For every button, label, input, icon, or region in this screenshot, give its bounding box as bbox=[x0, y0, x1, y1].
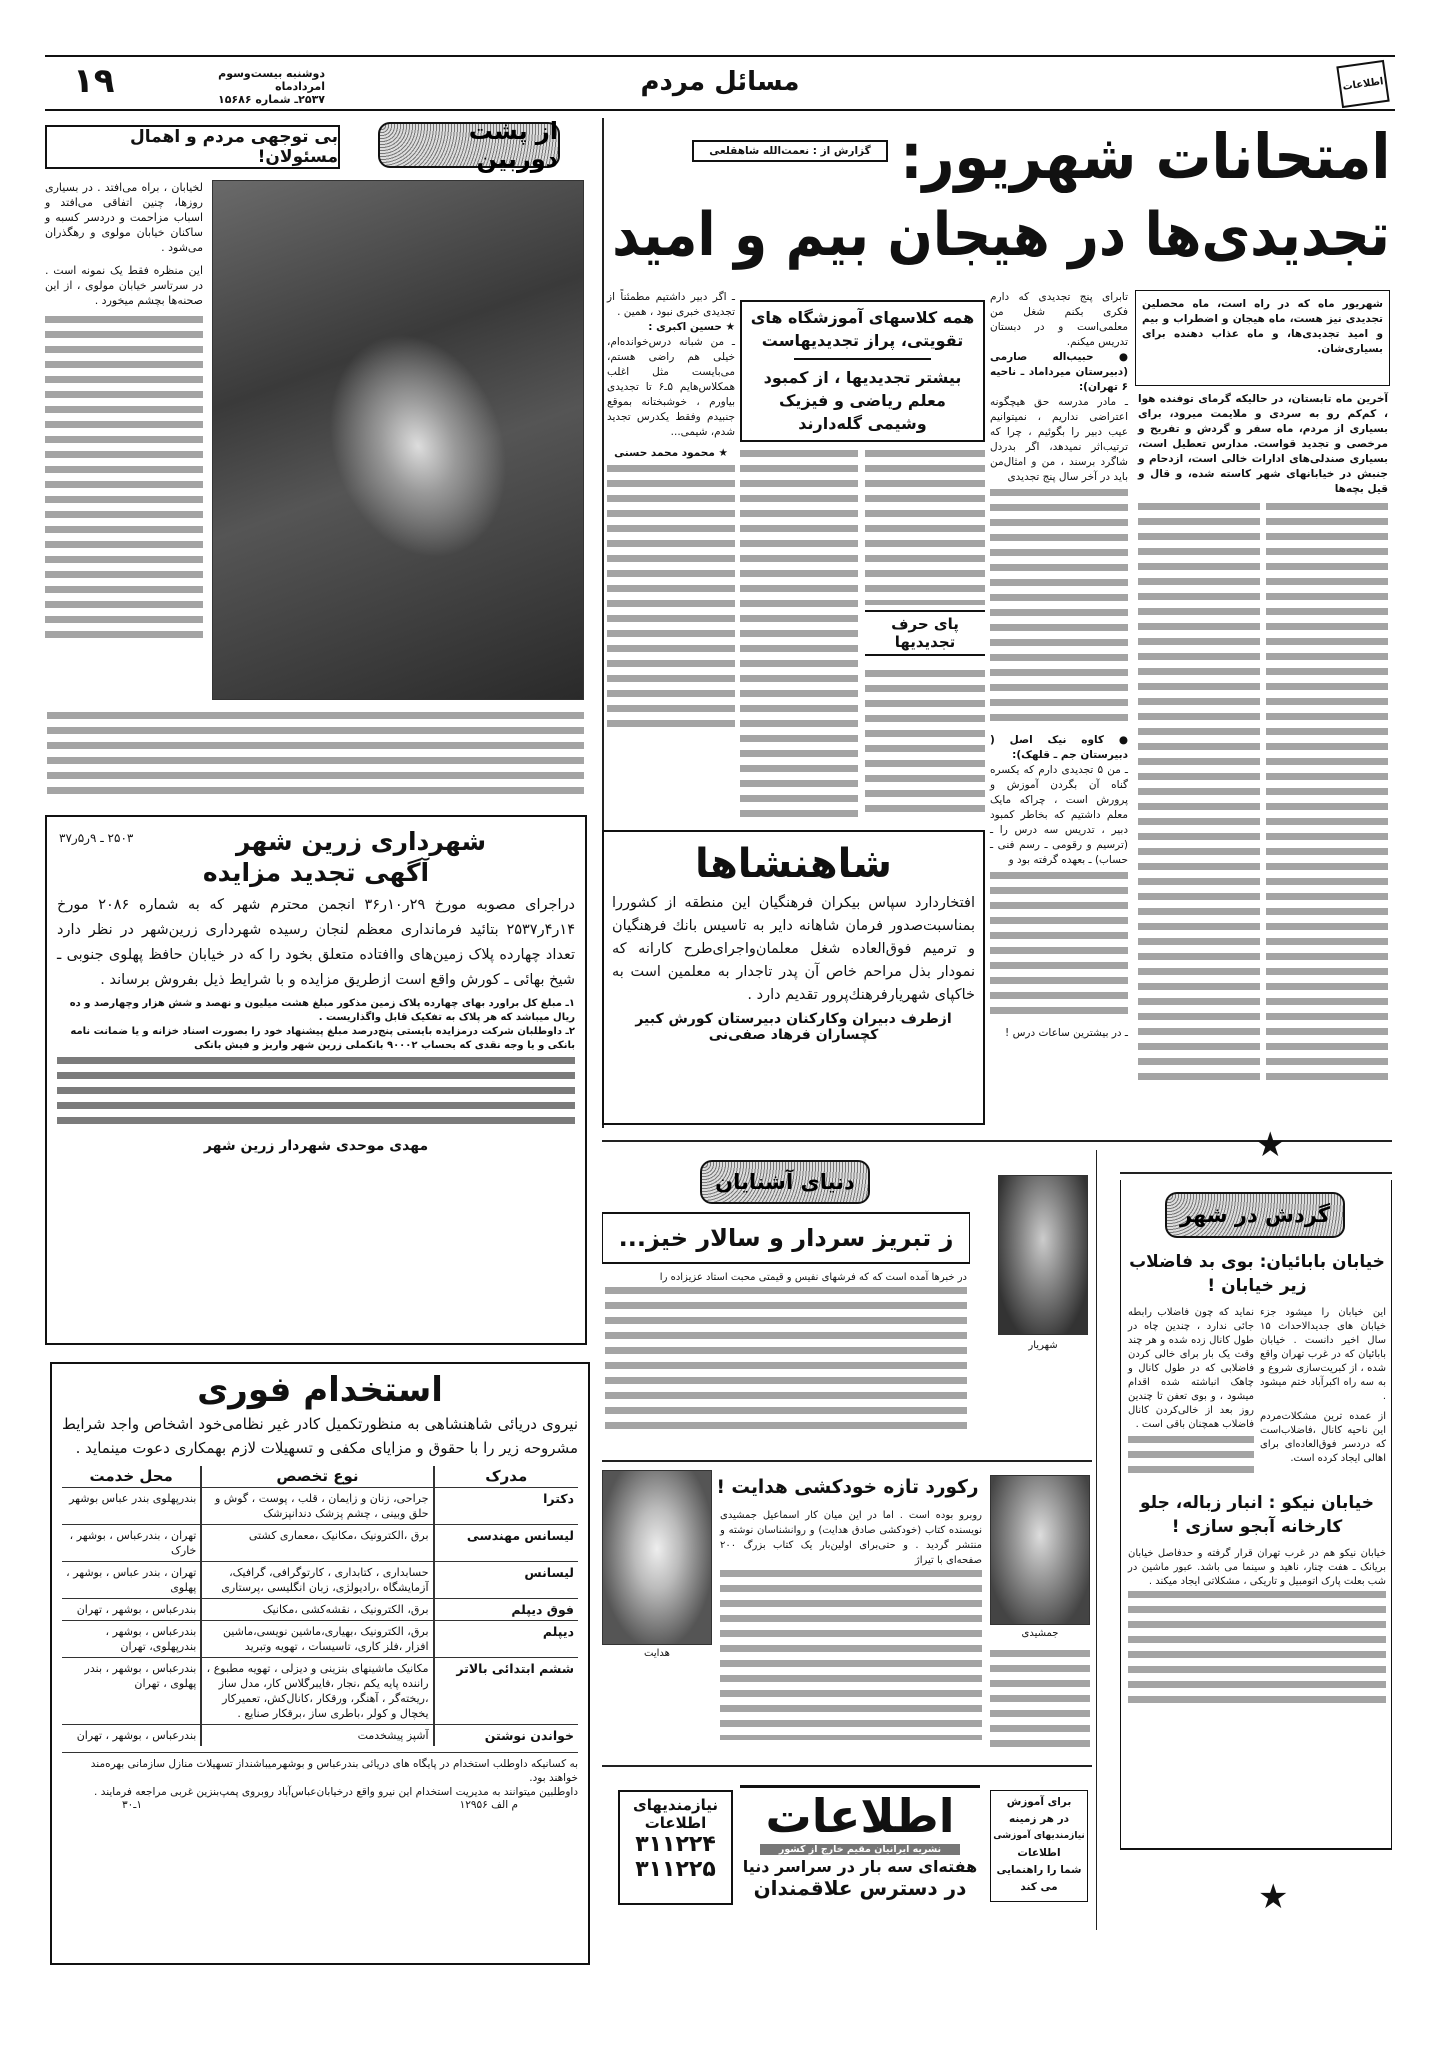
main-headline-line1-box bbox=[900, 118, 1390, 196]
education-ad-box: برای آموزش در هر زمینه نیازمندیهای آموزشی اطلاعات شما را راهنمایی می کند bbox=[990, 1790, 1088, 1902]
table-row bbox=[62, 1562, 578, 1599]
photo-caption: جمشیدی bbox=[1021, 1628, 1059, 1639]
page-number: ۱۹ bbox=[73, 61, 115, 101]
ad-code: ۱ـ۳۰ bbox=[122, 1799, 142, 1811]
article-column-lines bbox=[740, 450, 858, 820]
article-column: ـ اگر دبیر داشتیم مطمئناً از تجدیدی خبری نبود ، همین . ★ حسین اکبری : ـ من شبانه درس‌خوانده‌ام، خیلی هم راضی هستم، می‌بایست مثل اغلب همکلاس‌هایم ۵ـ۶ تا تجدیدی بیاورم ، خوشبختانه بموقع جنبیدم وفقط یکدرس تجدید شدم، شیمی... ★ محمود محمد حسنی bbox=[607, 290, 735, 735]
article-text: روبرو بوده است . اما در این میان کار اسماعیل جمشیدی نویسنده کتاب (خودکشی صادق هدایت) و روانشناسان نوشته و منتشر گردید . و حتی‌برای اولین‌بار یک کتاب بزرگ ۲۰۰ صفحه‌ای با تیراژ bbox=[720, 1510, 982, 1566]
municipality-auction-ad bbox=[45, 815, 587, 1345]
article-text: در خبرها آمده است که که فرشهای نفیس و قیمتی محبت استاد عزیزاده را bbox=[659, 1272, 967, 1283]
section-badge: گردش در شهر bbox=[1165, 1192, 1345, 1238]
specialty-cell: جراحی، زنان و زایمان ، قلب ، پوست ، گوش و حلق وبینی ، چشم پزشک دندانپزشک bbox=[201, 1488, 433, 1525]
feature-text: لخیابان ، براه می‌افتد . در بسیاری روزها، چنین اتفاقی می‌افتد و اسباب مزاحمت و دردسر کسبه و ساکنان خیابان مولوی و رهگذران می‌شود . این منظره فقط یک نمونه است . در سرتاسر خیابان مولوی ، از این صحنه‌ها بچشم میخورد . bbox=[45, 180, 203, 646]
article-headline: رکورد تازه خودکشی هدایت ! bbox=[716, 1476, 979, 1498]
article-intro-box: شهریور ماه که در راه است، ماه محصلین تجدیدی نیز هست، ماه هیجان و اضطراب و بیم و امید تجدیدی‌ها، و ماه عذاب دهنده برای بسیاری‌شان. bbox=[1135, 290, 1390, 386]
article-column: این خیابان را میشود جزء خیابان های جدیدالاحداث ۱۵ سال اخیر دانست . خیابان بابائیان که در غرب تهران واقع شده ، از کبریت‌سازی شروع و به سه راه اکبرآباد ختم میشود . از عمده ترین مشکلات‌مردم این ناحیه کانال ،فاضلاب‌است که دردسر فوق‌العاده‌ای برای اهالی ایجاد کرده است. bbox=[1260, 1307, 1386, 1464]
portrait-jamshidi bbox=[990, 1475, 1090, 1625]
employment-ad bbox=[50, 1362, 590, 1965]
photo-caption-lines bbox=[47, 712, 584, 802]
article-text-lines bbox=[1128, 1591, 1386, 1711]
table-row bbox=[62, 1599, 578, 1621]
column-header: نوع تخصص bbox=[201, 1466, 433, 1488]
location-cell: بندرعباس ، بوشهر ، تهران bbox=[62, 1599, 201, 1621]
location-cell: تهران ، بندر عباس ، بوشهر ، پهلوی bbox=[62, 1562, 201, 1599]
section-divider bbox=[602, 1765, 1092, 1767]
specialty-cell: آشپز پیشخدمت bbox=[201, 1725, 433, 1747]
employment-intro: نیروی دریائی شاهنشاهی به منظورتکمیل کادر غیر نظامی‌خود اشخاص واجد شرایط مشروحه زیر را با حقوق و مزایای مکفی و تسهیلات لازم بهمکاری دعوت مینماید . bbox=[62, 1415, 578, 1457]
main-headline-line2: تجدیدی‌ها در هیجان بیم و امید bbox=[612, 200, 1390, 270]
table-row bbox=[62, 1658, 578, 1725]
degree-cell: فوق دیپلم bbox=[434, 1599, 578, 1621]
article-column: تابرای پنج تجدیدی که دارم فکری بکنم شغل من معلمی‌است و در دبستان تدریس میکنم. ● حبیب‌اله صارمی (دبیرستان میرداماد ـ ناحیه ۶ تهران): ـ مادر مدرسه حق هیچگونه اعتراضی نداریم ، نمیتوانیم عیب دبیر را بگوئیم ، چرا که ترتیب‌اثر نمیدهد، اگر بدردل شاگرد برسند ، من و امثال‌من باید در آخر سال پنج تجدیدی ● کاوه نیک اصل ( دبیرستان جم ـ قلهک): ـ من ۵ تجدیدی دارم که یکسره گناه آن بگردن آموزش و پرورش است ، چراکه مایک معلم داشتیم که بخاطر کمبود دبیر ، تدریس سه درس را ـ (ترسیم و رقومی ـ رسم فنی ـ حساب) ـ بعهده گرفته بود و ـ در بیشترین ساعات درس ! bbox=[990, 291, 1128, 1039]
article-headline: خیابان بابائیان: بوی بد فاضلاب زیر خیابان ! bbox=[1129, 1252, 1385, 1296]
article-headline-box: ز تبریز سردار و سالار خیز... bbox=[602, 1212, 970, 1264]
section-divider bbox=[1120, 1172, 1392, 1174]
article-column-lines bbox=[1138, 503, 1260, 1083]
article-headline-box bbox=[716, 1472, 982, 1502]
table-row bbox=[62, 1525, 578, 1562]
ad-condition: ۱ـ مبلغ کل براورد بهای چهارده پلاک زمین مذکور مبلغ هشت میلیون و نهصد و شش هزار وچهارصد و ده ریال میباشد که هر پلاک به تفکیک قابل واگذاریست . bbox=[69, 998, 575, 1023]
star-icon: ★ bbox=[1258, 1877, 1289, 1917]
specialty-cell: برق ،الکترونیک ،مکانیک ،معماری کشتی bbox=[201, 1525, 433, 1562]
ad-condition: ۲ـ داوطلبان شرکت درمزایده بایستی پنج‌درصد مبلغ پیشنهاد خود را بصورت اسناد خزانه و یا ضمانت نامه بانکی و یا وجه نقدی که بحساب ۹۰۰۰۲ بانکملی زرین شهر واریز و فیش بانکی bbox=[70, 1026, 575, 1051]
ad-signoff: ازطرف دبیران وکارکنان دبیرستان کورش کبیر bbox=[635, 1011, 952, 1027]
article-column-lines bbox=[865, 670, 985, 820]
location-cell: تهران ، بندرعباس ، بوشهر ، خارک bbox=[62, 1525, 201, 1562]
byline: گزارش از : نعمت‌الله شاهقلعی bbox=[692, 140, 888, 162]
portrait-hedayat bbox=[602, 1470, 712, 1645]
article-column-lines bbox=[1266, 503, 1388, 1083]
ad-reference: م الف ۱۲۹۵۶ bbox=[459, 1799, 518, 1811]
article-text-lines bbox=[605, 1287, 967, 1437]
article-column-lines bbox=[607, 465, 735, 735]
phone-number: ۳۱۱۲۲۵ bbox=[635, 1857, 716, 1882]
article-text-lines bbox=[720, 1570, 982, 1740]
employment-table bbox=[62, 1466, 578, 1746]
location-cell: بندرعباس ، بوشهر ، بندر پهلوی ، تهران bbox=[62, 1658, 201, 1725]
column-header: محل خدمت bbox=[89, 1467, 173, 1485]
ad-signoff: کچساران فرهاد صفی‌نی bbox=[708, 1027, 879, 1043]
table-row bbox=[62, 1488, 578, 1525]
ad-conditions-lines bbox=[57, 1057, 575, 1132]
photo-caption: شهریار bbox=[1028, 1340, 1058, 1351]
photo-caption: هدایت bbox=[644, 1648, 670, 1659]
section-title: مسائل مردم bbox=[640, 67, 800, 97]
article-column-lines bbox=[865, 450, 985, 605]
employment-note: داوطلبین میتوانند به مدیریت استخدام این نیرو واقع درخیابان‌عباس‌آباد روبروی پمپ‌بنزین غربی مراجعه فرمایند . bbox=[94, 1786, 578, 1798]
classified-ad-box: نیازمندیهای اطلاعات ۳۱۱۲۲۴ ۳۱۱۲۲۵ bbox=[618, 1790, 733, 1905]
section-badge: دنیای آشنایان bbox=[700, 1160, 870, 1204]
ad-title: شاهنشاها bbox=[695, 841, 892, 887]
column-header: مدرک bbox=[485, 1467, 528, 1485]
specialty-cell: برق، الکترونیک ، نقشه‌کشی ،مکانیک bbox=[201, 1599, 433, 1621]
article-column-lines bbox=[990, 489, 1128, 729]
hedayat-article bbox=[716, 1472, 982, 1740]
column-divider bbox=[1096, 1150, 1097, 1930]
main-headline-line2-box bbox=[612, 196, 1390, 274]
article-text-block bbox=[605, 1270, 967, 1437]
employment-title: استخدام فوری bbox=[197, 1370, 443, 1410]
specialty-cell: حسابداری ، کتابداری ، کارتوگرافی، گرافیک، آزمایشگاه ،رادیولژی، زبان انگلیسی ،پرستاری bbox=[201, 1562, 433, 1599]
specialty-cell: برق، الکترونیک ،بهیاری،ماشین نویسی،ماشین افزار ،فلز کاری، تاسیسات ، تهویه وتبرید bbox=[201, 1621, 433, 1658]
specialty-cell: مکانیک ماشینهای بنزینی و دیزلی ، تهویه مطبوع ، راننده پایه یکم ،نجار ،فایبرگلاس کار، مدل ساز ،ریخته‌گر ، آهنگر، ورقکار ،کانال‌کش، تعمیرکار یخچال و کولر ،باطری ساز ،برقکار صنایع . bbox=[201, 1658, 433, 1725]
feature-badge: از پشت دوربین bbox=[378, 122, 560, 168]
degree-cell: دکترا bbox=[434, 1488, 578, 1525]
ad-title: شهرداری زرین شهر bbox=[235, 827, 487, 856]
issue-date: دوشنبه بیست‌وسوم امردادماه ۲۵۳۷ـ شماره ۱۵۶۸۶ bbox=[217, 67, 325, 106]
side-heading: پای حرف تجدیدیها bbox=[865, 610, 985, 656]
ad-body: دراجرای مصوبه مورخ ۲۹ر۱۰ر۳۶ انجمن محترم شهر که به شماره ۲۰۸۶ مورخ ۱۴ر۴ر۲۵۳۷ بتائید فرمانداری معظم لنجان رسیده شهرداری زرین‌شهر در نظر دارد تعداد چهارده پلاک زمین‌های واافتاده متعلق بخود را که در خیابان حافظ پهلوی جنوبی ـ شیخ بهائی ـ کورش واقع است ازطریق مزایده و با شرایط ذیل بفروش برساند . bbox=[57, 897, 576, 988]
table-row bbox=[62, 1725, 578, 1747]
degree-cell: لیسانس bbox=[434, 1562, 578, 1599]
location-cell: بندرعباس ، بوشهر ، بندرپهلوی، تهران bbox=[62, 1621, 201, 1658]
article-text-lines bbox=[990, 1650, 1090, 1755]
employment-note: به کسانیکه داوطلب استخدام در پایگاه های دریائی بندرعباس و بوشهرمیباشنداز تسهیلات منازل سازمانی بهره‌مند خواهند بود. bbox=[62, 1752, 578, 1785]
ad-signature: مهدی موحدی شهردار زرین شهر bbox=[203, 1138, 429, 1154]
degree-cell: لیسانس مهندسی bbox=[434, 1525, 578, 1562]
page-header bbox=[45, 55, 1395, 111]
feature-title: بی توجهی مردم و اهمال مسئولان! bbox=[45, 125, 340, 169]
location-cell: بندرعباس ، بوشهر ، تهران bbox=[62, 1725, 201, 1747]
article-column-end: ـ در بیشترین ساعات درس ! bbox=[1005, 1027, 1128, 1039]
feature-text-lines bbox=[45, 316, 203, 646]
ad-subtitle: آگهی تجدید مزایده bbox=[202, 858, 430, 887]
article-text: خیابان نیکو هم در غرب تهران قرار گرفته و حدفاصل خیابان بریانک ـ هفت چنار، ناهید و سینما می باشد. عبور ماشین در شب بعلت پارک اتومبیل و تاریکی ، مشکلاتی ایجاد میکند . bbox=[1128, 1548, 1386, 1587]
ad-reference: ۲۵۰۳ ـ ۹ر۵ر۳۷ bbox=[59, 831, 134, 845]
location-cell: بندرپهلوی بندر عباس بوشهر bbox=[62, 1488, 201, 1525]
phone-number: ۳۱۱۲۲۴ bbox=[635, 1832, 716, 1857]
ettelaat-logo: اطلاعات bbox=[765, 1789, 955, 1843]
ad-body: افتخاردارد سپاس بیکران فرهنگیان این منطقه از کشوررا بمناسبت‌صدور فرمان شاهانه دایر به تاسیس بانك فرهنگیان و ترمیم فوق‌العاده شغل معلمان‌واجرای‌طرح کارانه که نمودار بذل مراحم خاص آن پدر تاجدار به معلمین است به خاکپای شهریارفرهنك‌پرور تقدیم دارد . bbox=[612, 895, 975, 1003]
degree-cell: خواندن نوشتن bbox=[434, 1725, 578, 1747]
portrait-shahriar bbox=[998, 1175, 1088, 1335]
article-text-lines bbox=[1128, 1436, 1254, 1481]
debris-shape bbox=[299, 309, 537, 583]
section-divider bbox=[602, 1460, 1092, 1462]
degree-cell: ششم ابتدائی بالاتر bbox=[434, 1658, 578, 1725]
star-icon: ★ bbox=[1255, 1125, 1286, 1165]
ettelaat-logo-ad: اطلاعات نشریه ایرانیان مقیم خارج از کشور هفته‌ای سه بار در سراسر دنیا در دسترس علاقمندان bbox=[740, 1785, 980, 1925]
article-paragraph: آخرین ماه تابستان، در حالیکه گرمای توفنده هوا ، کم‌کم رو به سردی و ملایمت میرود، برای بسیاری از مردم، ماه سفر و گردش و تفریح و مرخصی و تجدید قواست. مدارس تعطیل است، بسیاری صندلی‌های ادارات خالی است، ازدحام و جنبش در خیابانهای شهر کاسته شده، و قال و قیل بچه‌ها bbox=[1138, 392, 1388, 1083]
shahanshaha-ad bbox=[602, 830, 985, 1125]
highlight-box: همه کلاسهای آموزشگاه های تقویتی، پراز تجدیدیهاست بیشتر تجدیدیها ، از کمبود معلم ریاضی و فیزیک وشیمی گله‌دارند bbox=[740, 300, 985, 442]
article-headline: خیابان نیکو : انبار زباله، جلو کارخانه آبجو سازی ! bbox=[1140, 1493, 1374, 1537]
article-column-lines bbox=[990, 872, 1128, 1022]
city-tour-content bbox=[1128, 1250, 1386, 1711]
degree-cell: دیپلم bbox=[434, 1621, 578, 1658]
main-headline-line1: امتحانات شهریور: bbox=[899, 120, 1390, 193]
table-row bbox=[62, 1621, 578, 1658]
newspaper-logo: اطلاعات bbox=[1336, 60, 1389, 108]
article-column: نماید که چون فاضلاب رابطه جائی ندارد ، چندین چاه در طول کانال زده شده و هر چند وقت یک بار برای خالی کردن فاضلابی که در طول کانال و چاهک انباشته شده اقدام میشود ، و بوی تعفن تا چندین روز بعد از خالی‌کردن کانال فاضلاب همچنان باقی است . bbox=[1128, 1306, 1254, 1481]
